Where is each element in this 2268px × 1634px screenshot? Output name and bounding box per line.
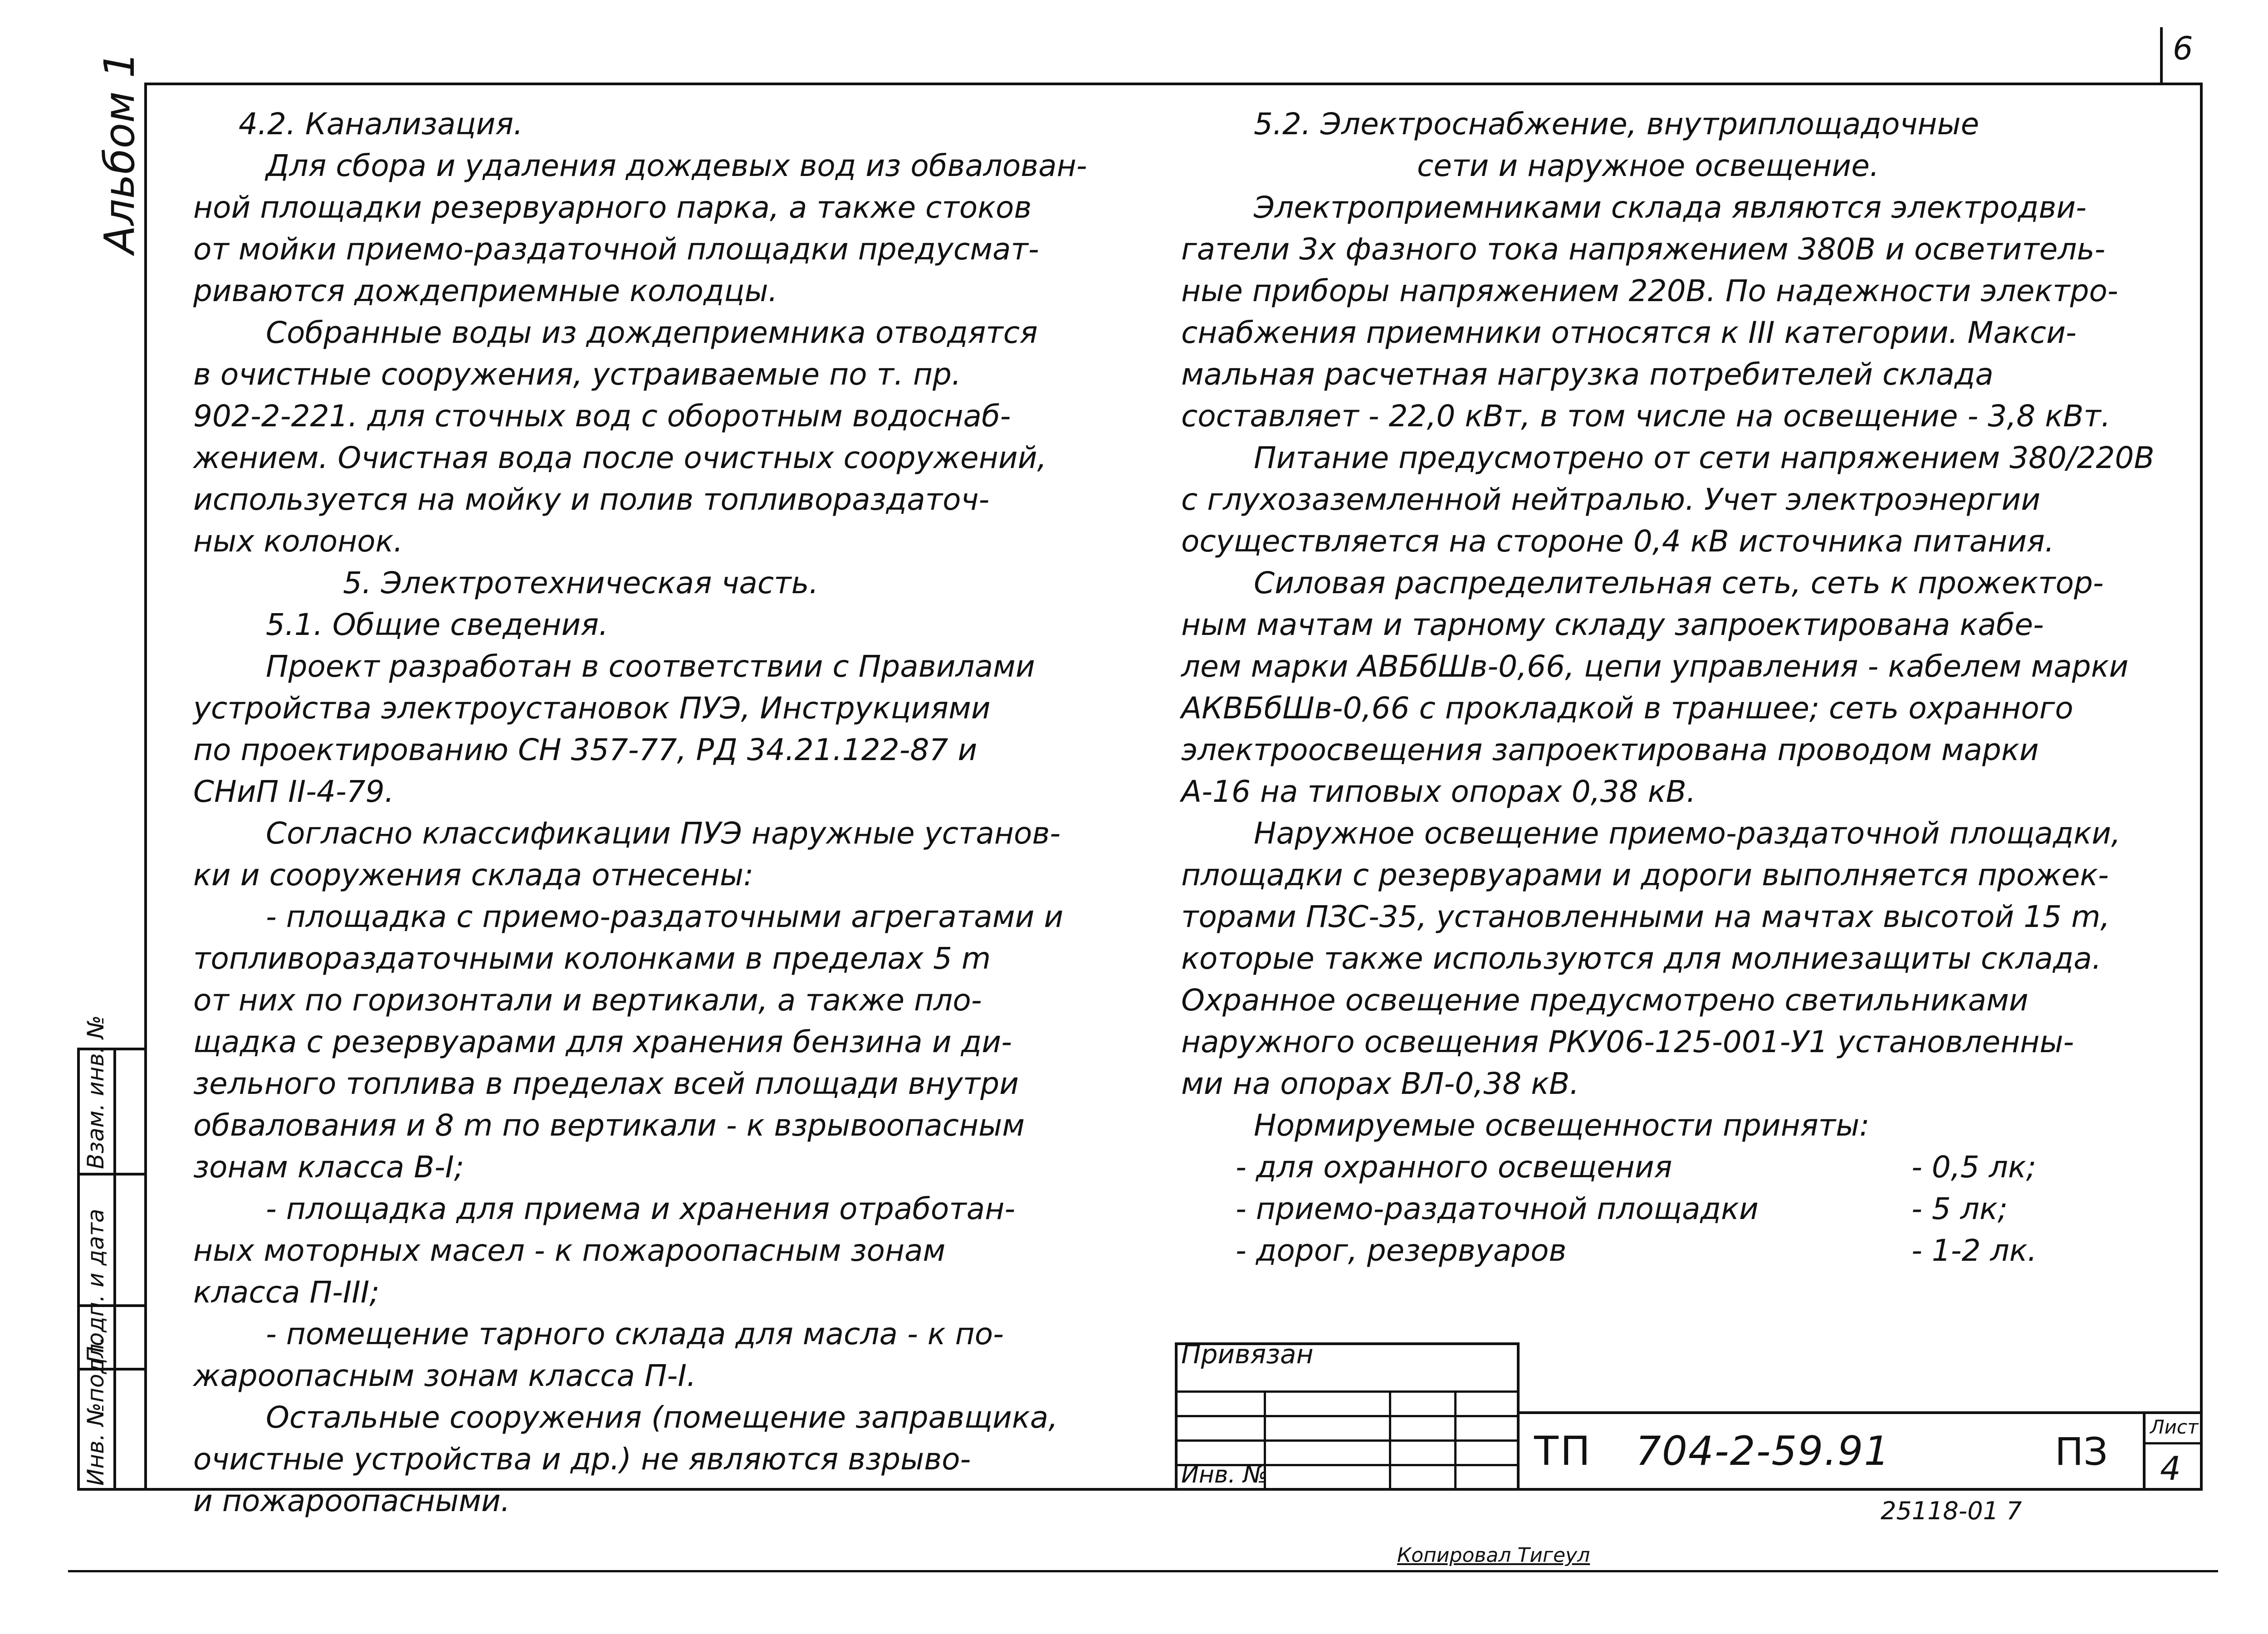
text-line: которые также используются для молниезащиты склада. xyxy=(1181,941,2102,976)
text-line: жароопасным зонам класса П-I. xyxy=(193,1358,696,1393)
stamp-main-line xyxy=(1520,1411,2203,1414)
text-line: наружного освещения РКУ06-125-001-У1 установленны- xyxy=(1181,1024,2074,1059)
norm-label: - дорог, резервуаров xyxy=(1236,1233,1567,1268)
text-line: 902-2-221. для сточных вод с оборотным водоснаб- xyxy=(193,399,1011,434)
text-line: очистные устройства и др.) не являются взрыво- xyxy=(193,1442,971,1477)
text-line: в очистные сооружения, устраиваемые по т. пр. xyxy=(193,357,961,392)
text-line: - помещение тарного склада для масла - к по- xyxy=(266,1317,1004,1351)
text-line: гатели 3х фазного тока напряжением 380В и осветитель- xyxy=(1181,232,2106,267)
copied-by: Копировал Тигеул xyxy=(1397,1544,1590,1567)
norm-row xyxy=(1181,1230,2188,1272)
document-code xyxy=(1534,1428,1890,1474)
text-line: обвалования и 8 m по вертикали - к взрывоопасным xyxy=(193,1108,1025,1143)
norm-value: - 1-2 лк. xyxy=(1911,1233,2037,1268)
album-label: Альбом 1 xyxy=(95,51,144,254)
text-line: мальная расчетная нагрузка потребителей склада xyxy=(1181,357,1994,392)
subsection-heading: 5.1. Общие сведения. xyxy=(266,607,608,642)
text-line: от мойки приемо-раздаточной площадки предусмат- xyxy=(193,232,1039,267)
document-code-number: 704-2-59.91 xyxy=(1635,1428,1891,1474)
text-line: ных колонок. xyxy=(193,524,403,559)
section-heading-cont: сети и наружное освещение. xyxy=(1417,148,1879,183)
text-line: Питание предусмотрено от сети напряжением 380/220В xyxy=(1254,440,2155,475)
sheet-number: 4 xyxy=(2160,1449,2181,1488)
corner-sheet-number: 6 xyxy=(2173,30,2193,67)
text-line: Электроприемниками склада являются электродви- xyxy=(1254,190,2087,225)
side-stamp-vzam-inv: Взам. инв. № xyxy=(83,1015,109,1169)
text-line: ми на опорах ВЛ-0,38 кВ. xyxy=(1181,1066,1579,1101)
text-line: ных моторных масел - к пожароопасным зонам xyxy=(193,1233,946,1268)
text-line: риваются дождеприемные колодцы. xyxy=(193,273,778,308)
section-heading: 5. Электротехническая часть. xyxy=(343,566,819,600)
text-line: Проект разработан в соответствии с Правилами xyxy=(266,649,1035,684)
norm-row xyxy=(1181,1188,2188,1230)
text-line: Охранное освещение предусмотрено светильниками xyxy=(1181,983,2028,1018)
text-line: ки и сооружения склада отнесены: xyxy=(193,858,754,893)
text-line: - площадка для приема и хранения отработан- xyxy=(266,1191,1016,1226)
text-line: ные приборы напряжением 220В. По надежности электро- xyxy=(1181,273,2118,308)
side-stamp-strip xyxy=(77,1015,144,1491)
text-line: площадки с резервуарами и дороги выполняется прожек- xyxy=(1181,858,2109,893)
norm-label: - приемо-раздаточной площадки xyxy=(1236,1191,1759,1226)
text-line: ным мачтам и тарному складу запроектирована кабе- xyxy=(1181,607,2044,642)
text-line: Силовая распределительная сеть, сеть к прожектор- xyxy=(1254,566,2104,600)
text-line: Нормируемые освещенности приняты: xyxy=(1254,1108,1870,1143)
stamp-inv-no: Инв. № xyxy=(1181,1461,1268,1488)
text-line: Для сбора и удаления дождевых вод из обвалован- xyxy=(266,148,1087,183)
left-text-column xyxy=(193,103,1168,1522)
text-line: составляет - 22,0 кВт, в том числе на освещение - 3,8 кВт. xyxy=(1181,399,2111,434)
text-line: зельного топлива в пределах всей площади внутри xyxy=(193,1066,1019,1101)
text-line: снабжения приемники относятся к III категории. Макси- xyxy=(1181,315,2077,350)
bottom-divider xyxy=(68,1570,2218,1572)
text-line: осуществляется на стороне 0,4 кВ источника питания. xyxy=(1181,524,2054,559)
text-line: лем марки АВБбШв-0,66, цепи управления - кабелем марки xyxy=(1181,649,2129,684)
text-line: с глухозаземленной нейтралью. Учет электроэнергии xyxy=(1181,482,2041,517)
text-line: электроосвещения запроектирована проводом марки xyxy=(1181,732,2039,767)
section-heading: 5.2. Электроснабжение, внутриплощадочные xyxy=(1254,107,1980,141)
right-text-column xyxy=(1181,103,2188,1272)
text-line: используется на мойку и полив топливораздаточ- xyxy=(193,482,990,517)
side-stamp-podp-data: Подп. и дата xyxy=(83,1209,109,1363)
text-line: Остальные сооружения (помещение заправщика, xyxy=(266,1400,1058,1435)
text-line: щадка с резервуарами для хранения бензина и ди- xyxy=(193,1024,1012,1059)
document-type: ПЗ xyxy=(2055,1429,2108,1474)
text-line: Наружное освещение приемо-раздаточной площадки, xyxy=(1254,816,2121,851)
text-line: от них по горизонтали и вертикали, а также пло- xyxy=(193,983,982,1018)
text-line: топливораздаточными колонками в пределах 5 m xyxy=(193,941,991,976)
side-stamp-inv-podl: Инв. №подл. xyxy=(83,1336,109,1486)
norm-value: - 0,5 лк; xyxy=(1911,1150,2037,1185)
norm-row xyxy=(1181,1146,2188,1188)
text-line: - площадка с приемо-раздаточными агрегатами и xyxy=(266,899,1064,934)
document-code-prefix: ТП xyxy=(1534,1428,1592,1474)
text-line: класса П-III; xyxy=(193,1275,380,1310)
stamp-privyazan: Привязан xyxy=(1181,1339,1314,1370)
sheet-label: Лист xyxy=(2150,1416,2199,1438)
text-line: АКВБбШв-0,66 с прокладкой в траншее; сеть охранного xyxy=(1181,691,2073,726)
text-line: ной площадки резервуарного парка, а также стоков xyxy=(193,190,1032,225)
text-line: по проектированию СН 357-77, РД 34.21.122-87 и xyxy=(193,732,978,767)
text-line: жением. Очистная вода после очистных сооружений, xyxy=(193,440,1047,475)
text-line: Согласно классификации ПУЭ наружные установ- xyxy=(266,816,1061,851)
text-line: торами ПЗС-35, установленными на мачтах высотой 15 m, xyxy=(1181,899,2110,934)
text-line: А-16 на типовых опорах 0,38 кВ. xyxy=(1181,774,1696,809)
norm-label: - для охранного освещения xyxy=(1236,1150,1672,1185)
text-line: зонам класса В-I; xyxy=(193,1150,464,1185)
text-line: Собранные воды из дождеприемника отводятся xyxy=(266,315,1038,350)
text-line: и пожароопасными. xyxy=(193,1483,510,1518)
text-line: СНиП II-4-79. xyxy=(193,774,394,809)
text-line: устройства электроустановок ПУЭ, Инструкциями xyxy=(193,691,991,726)
norm-value: - 5 лк; xyxy=(1911,1191,2008,1226)
order-code: 25118-01 7 xyxy=(1881,1497,2022,1525)
text-line: 4.2. Канализация. xyxy=(239,107,523,141)
